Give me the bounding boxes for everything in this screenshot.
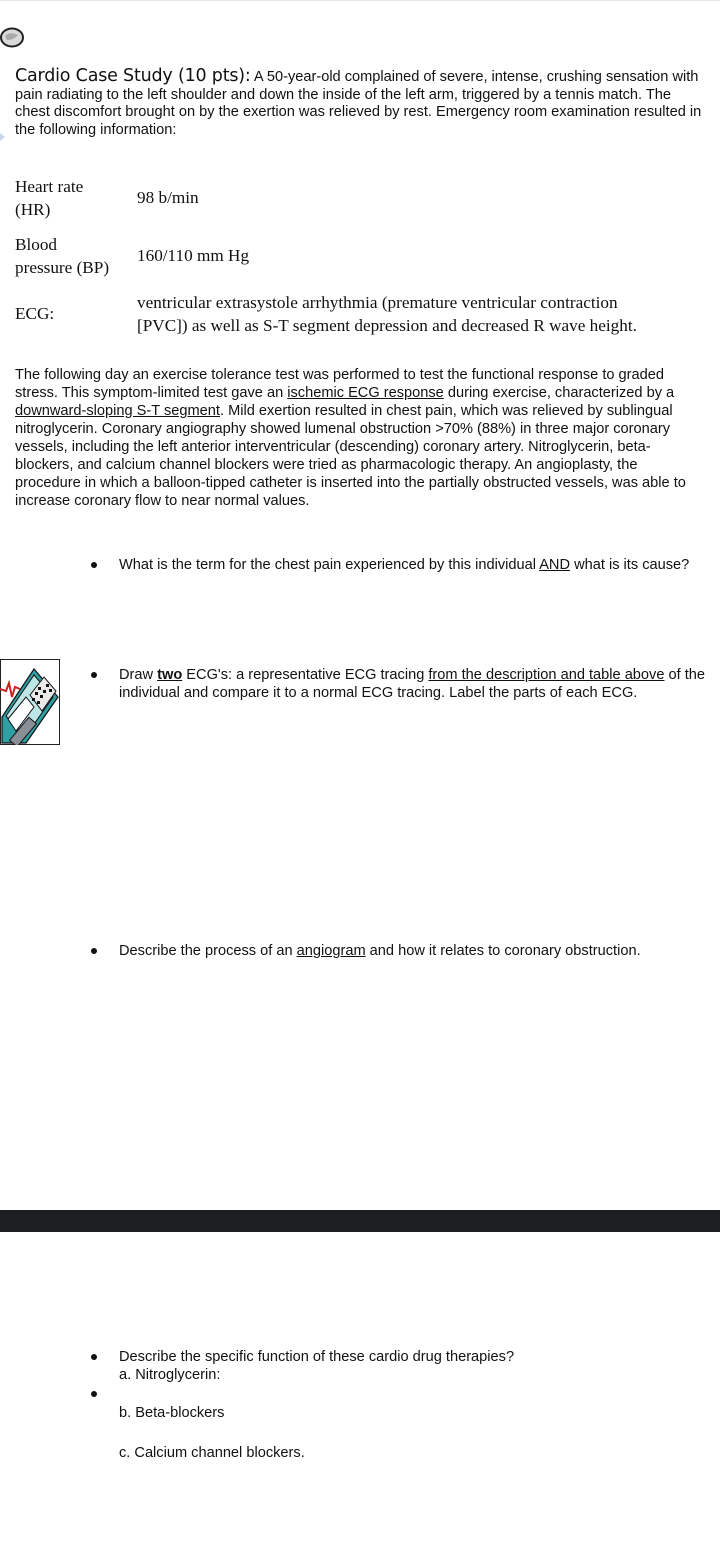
q1-text-b: what is its cause? (570, 557, 690, 573)
q4-nitroglycerin: a. Nitroglycerin: (119, 1367, 221, 1383)
hr-value: 98 b/min (137, 188, 199, 207)
q2-text-b: ECG's: a representative ECG tracing (182, 667, 429, 683)
q1-and: AND (539, 557, 571, 573)
q4-calcium-channel-blockers: c. Calcium channel blockers. (119, 1445, 305, 1461)
case-paragraph (15, 366, 705, 510)
bp-value: 160/110 mm Hg (137, 246, 250, 265)
ecg-monitor-icon (0, 659, 60, 745)
page-separator-band (0, 1210, 720, 1232)
bullet-q3 (91, 948, 97, 954)
case-study-heading: Cardio Case Study (10 pts): (15, 66, 251, 86)
ischemic-ecg-link: ischemic ECG response (287, 385, 444, 401)
margin-marker (0, 133, 5, 141)
bp-label-line2: pressure (BP) (15, 258, 110, 277)
hr-label-line1: Heart rate (15, 177, 84, 196)
paragraph-text-2: during exercise, characterized by a (443, 385, 675, 401)
paragraph-text-1: The following day an exercise tolerance test was performed to test the functional response to graded stress. This symptom-limited test gave an (15, 367, 664, 401)
case-intro-text: A 50-year-old complained of severe, intense, crushing sensation with pain radiating to the left shoulder and down the inside of the left arm, triggered by a tennis match. The chest discomfort brought on by the exertion was relieved by rest. Emergency room examination resulted in the following information: (15, 69, 702, 138)
paragraph-text-3: . Mild exertion resulted in chest pain, which was relieved by sublingual nitroglycerin. Coronary angiography showed lumenal obstruction >70% (88%) in three major coronary vessels, including the left anterior interventricular (descending) coronary artery. Nitroglycerin, beta-blockers, and calcium channel blockers were tried as pharmacologic therapy. An angioplasty, the procedure in which a balloon-tipped catheter is inserted into the partially obstructed vessels, was able to increase coronary flow to near normal values. (15, 403, 686, 509)
ecg-value-line1: ventricular extrasystole arrhythmia (premature ventricular contraction (137, 293, 618, 312)
clipart-blob-icon (0, 27, 25, 48)
question-3 (119, 942, 707, 960)
hr-label-line2: (HR) (15, 200, 51, 219)
q3-text-a: Describe the process of an (119, 943, 297, 959)
bullet-q1 (91, 562, 97, 568)
q2-text-a: Draw (119, 667, 158, 683)
q3-text-b: and how it relates to coronary obstruction. (365, 943, 641, 959)
angiogram-link: angiogram (296, 943, 366, 959)
q4-beta-blockers: b. Beta-blockers (119, 1405, 225, 1421)
q2-description-link: from the description and table above (428, 667, 665, 683)
question-1 (119, 556, 707, 574)
st-segment-link: downward-sloping S-T segment (15, 403, 220, 419)
question-4: Describe the specific function of these cardio drug therapies? (119, 1349, 515, 1365)
q2-two: two (157, 667, 183, 683)
question-2 (119, 666, 707, 702)
bp-label-line1: Blood (15, 235, 58, 254)
bullet-q4-sub (91, 1391, 97, 1397)
case-intro (15, 68, 705, 139)
bullet-q2 (91, 672, 97, 678)
q2-text-c: of the individual and compare it to a normal ECG tracing. Label the parts of each ECG. (119, 667, 706, 701)
ecg-label: ECG: (15, 304, 55, 323)
q1-text-a: What is the term for the chest pain experienced by this individual (119, 557, 540, 573)
ecg-value-line2: [PVC]) as well as S-T segment depression and decreased R wave height. (137, 316, 637, 335)
bullet-q4 (91, 1354, 97, 1360)
top-divider (0, 0, 720, 1)
